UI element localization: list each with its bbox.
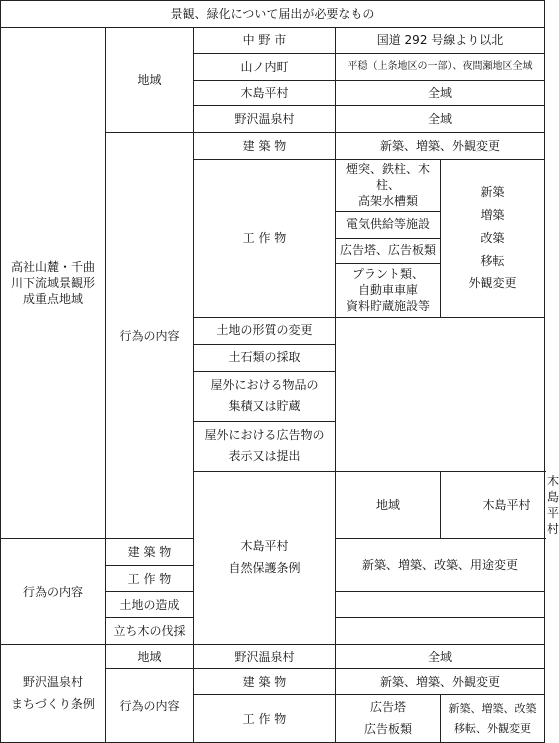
action-item-line: 集積又は貯蔵 — [228, 399, 301, 414]
section2-name — [194, 471, 336, 645]
structure-action: 外観変更 — [468, 276, 517, 291]
section3-name-line: まちづくり条例 — [11, 696, 95, 711]
structure-actions — [441, 695, 545, 743]
empty-cell — [336, 317, 545, 471]
section3-name — [1, 645, 106, 743]
structure-type — [336, 160, 441, 212]
section2-actions-label: 行為の内容 — [1, 539, 106, 645]
action-value: 新築、増築、改築、用途変更 — [336, 539, 545, 592]
section2-area-label: 地域 — [336, 471, 441, 539]
action-item: 建 築 物 — [194, 133, 336, 160]
structure-type-line: 煙突、鉄柱、木柱、 — [345, 162, 430, 193]
structure-type-line: 広告塔 — [369, 700, 406, 715]
section1-name-line: 高社山麓・千曲 — [10, 259, 95, 274]
structure-type — [336, 263, 441, 317]
action-item-line: 表示又は提出 — [228, 449, 301, 464]
section1-actions-label: 行為の内容 — [106, 133, 194, 539]
structure-action: 移転、外観変更 — [454, 721, 531, 735]
area-value: 国道 292 号線より以北 — [336, 28, 545, 54]
area-name: 野沢温泉村 — [194, 106, 336, 133]
action-value: 新築、増築、外観変更 — [336, 133, 545, 160]
action-item — [194, 421, 336, 471]
structure-type-line: 自動車車庫 — [357, 282, 418, 297]
structure-action: 新築 — [480, 185, 505, 200]
area-value: 全域 — [336, 106, 545, 133]
action-item-line: 屋外における物品の — [210, 378, 319, 393]
action-item: 建 築 物 — [106, 539, 194, 566]
structure-action: 新築、増築、改築 — [448, 702, 537, 716]
section2-name-line: 自然保護条例 — [228, 560, 301, 575]
structure-type-line: 広告板類 — [363, 721, 412, 736]
structure-type-line: 高架水槽類 — [357, 194, 418, 209]
area-value: 平穏（上条地区の一部）、夜間瀬地区全域 — [336, 54, 545, 81]
action-item: 工 作 物 — [106, 566, 194, 592]
area-value: 全域 — [336, 645, 545, 669]
structure-action: 増築 — [480, 208, 505, 223]
structure-type: 電気供給等施設 — [336, 211, 441, 238]
section3-actions-label: 行為の内容 — [106, 669, 194, 743]
section1-name-line: 成重点地域 — [22, 292, 83, 307]
action-item: 土地の造成 — [106, 592, 194, 618]
section3-name-line: 野沢温泉村 — [22, 675, 83, 690]
structure-action: 改築 — [480, 230, 505, 245]
empty-cell — [336, 618, 545, 645]
area-value: 全域 — [336, 81, 545, 106]
section1-name — [1, 28, 106, 539]
table-title: 景観、緑化について届出が必要なもの — [1, 1, 545, 28]
action-item-line: 屋外における広告物の — [204, 428, 325, 443]
structure-label: 工 作 物 — [194, 160, 336, 318]
area-name: 中 野 市 — [194, 28, 336, 54]
empty-cell — [336, 592, 545, 618]
section2-name-line: 木島平村 — [240, 539, 289, 554]
structure-type-line: プラント類、 — [351, 266, 424, 281]
structure-actions — [441, 160, 545, 318]
section1-area-label: 地域 — [106, 28, 194, 133]
action-value: 新築、増築、外観変更 — [336, 669, 545, 695]
area-name: 野沢温泉村 — [194, 645, 336, 669]
action-item — [194, 371, 336, 421]
section3-area-label: 地域 — [106, 645, 194, 669]
action-item: 立ち木の伐採 — [106, 618, 194, 645]
requirements-table: 景観、緑化について届出が必要なもの 高社山麓・千曲 川下流域景観形 成重点地域 地域 中 野 市 国道 292 号線より以北 山ノ内町 平穏（上条地区の一部）、夜間瀬地区全域 木島平村 全域 野沢温泉村 全域 行為の内容 建 築 物 新築、増築、外観変更 工 作 物 煙突、鉄柱、木柱、 高架水槽類 新築 増築 改築 移転 外観変更 電気供給等施設 広告塔、広告板類 プラント類、 自動車車庫 資料貯蔵施設等 土地の形質の変更 土石類の採取 屋外における物品の 集積又は貯蔵 屋外における広告物の 表示又は提出 木島平村 自然保護条例 地域 木島平村 木島平村 行為の内容 建 築 物 新築、増築、改築、用途変更 工 作 物 土地の造成 立ち木の伐採 野沢温泉村 まちづくり条例 地域 野沢温泉村 全域 行為の内容 建 築 物 新築、増築、外観変更 工 作 物 広告塔 広告板類 新築、増築、改築 移転、外観変更 — [0, 0, 545, 743]
action-item: 工 作 物 — [194, 695, 336, 743]
section1-name-line: 川下流域景観形 — [10, 276, 95, 291]
action-item: 土地の形質の変更 — [194, 317, 336, 344]
action-item: 土石類の採取 — [194, 344, 336, 371]
structure-action: 移転 — [480, 253, 505, 268]
area-name: 山ノ内町 — [194, 54, 336, 81]
structure-type-line: 資料貯蔵施設等 — [345, 299, 430, 314]
structure-type: 広告塔、広告板類 — [336, 238, 441, 263]
area-name: 木島平村 — [441, 471, 545, 539]
structure-type — [336, 695, 441, 743]
area-name: 木島平村 — [194, 81, 336, 106]
action-item: 建 築 物 — [194, 669, 336, 695]
